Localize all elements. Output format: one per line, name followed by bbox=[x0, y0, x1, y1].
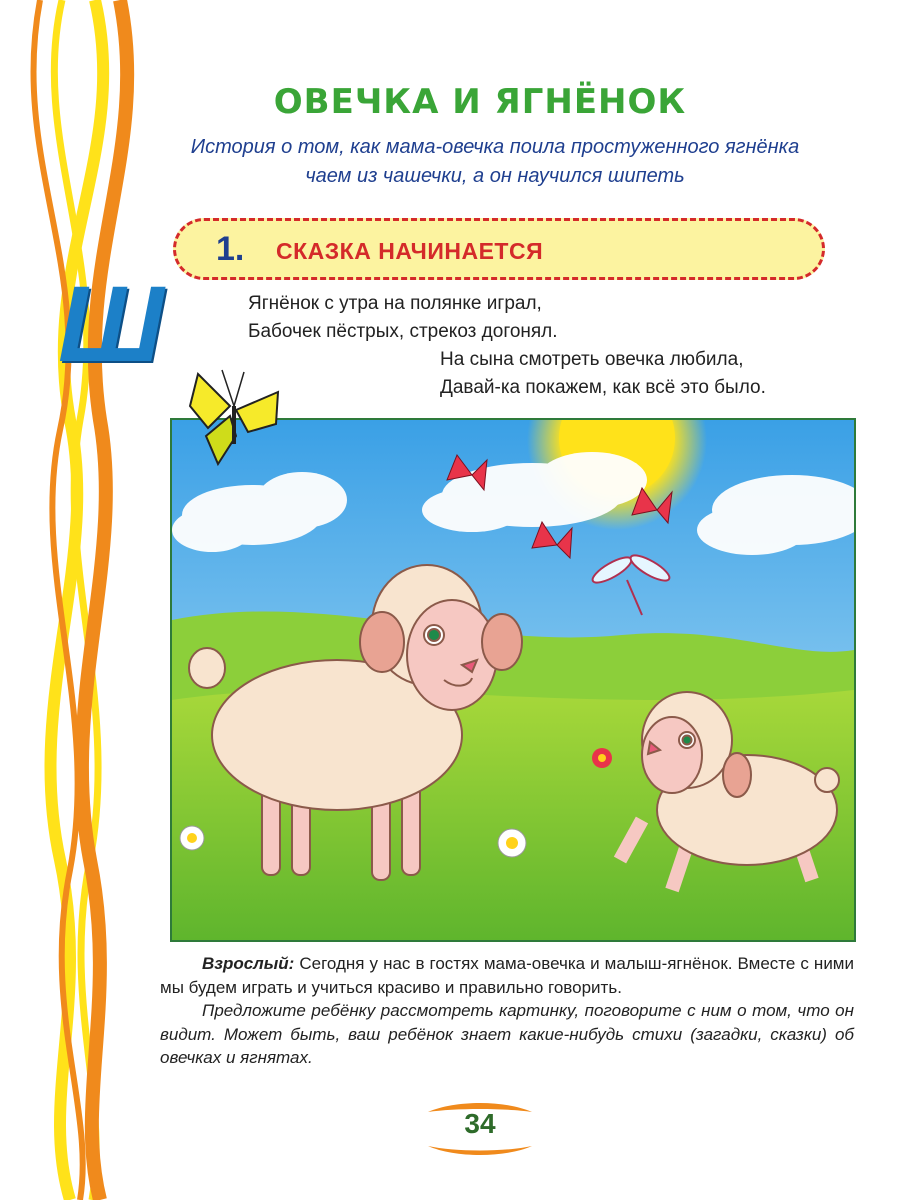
section-title: СКАЗКА НАЧИНАЕТСЯ bbox=[276, 238, 544, 264]
page-number-badge bbox=[420, 1100, 540, 1160]
poem-line: Ягнёнок с утра на полянке играл, bbox=[248, 293, 542, 314]
butterfly-icon bbox=[178, 366, 293, 471]
parent-note: Предложите ребёнку рассмотреть картинку, поговорите с ним о том, что он видит. Может быть, ваш ребёнок знает какие-нибудь стихи (загадки, сказки) об овечках и ягнятах. bbox=[160, 1001, 854, 1067]
poem-line: На сына смотреть овечка любила, bbox=[440, 349, 744, 370]
sheep-and-lamb-meadow-illustration bbox=[170, 418, 856, 942]
section-number: 1. bbox=[216, 230, 245, 268]
speech-text: Сегодня у нас в гостях мама-овечка и малыш-ягнёнок. Вместе с ними мы будем играть и учиться красиво и правильно говорить. bbox=[160, 954, 854, 997]
poem-line: Бабочек пёстрых, стрекоз догонял. bbox=[248, 321, 558, 342]
page-number: 34 bbox=[464, 1108, 496, 1139]
subtitle-line: История о том, как мама-овечка поила простуженного ягнёнка bbox=[190, 136, 800, 158]
poem-line: Давай-ка покажем, как всё это было. bbox=[440, 377, 766, 398]
dialogue-paragraph bbox=[160, 952, 854, 999]
speaker-label: Взрослый: bbox=[202, 954, 295, 973]
section-banner bbox=[173, 218, 825, 280]
poem-stanza bbox=[248, 290, 558, 346]
decorative-ribbons bbox=[0, 0, 150, 1200]
subtitle-line: чаем из чашечки, а он научился шипеть bbox=[305, 165, 685, 187]
poem-stanza bbox=[440, 346, 766, 402]
body-text bbox=[160, 952, 854, 1070]
drop-letter: Ш bbox=[58, 263, 164, 384]
subtitle bbox=[150, 133, 840, 191]
page-title: ОВЕЧКА И ЯГНЁНОК bbox=[273, 82, 687, 122]
